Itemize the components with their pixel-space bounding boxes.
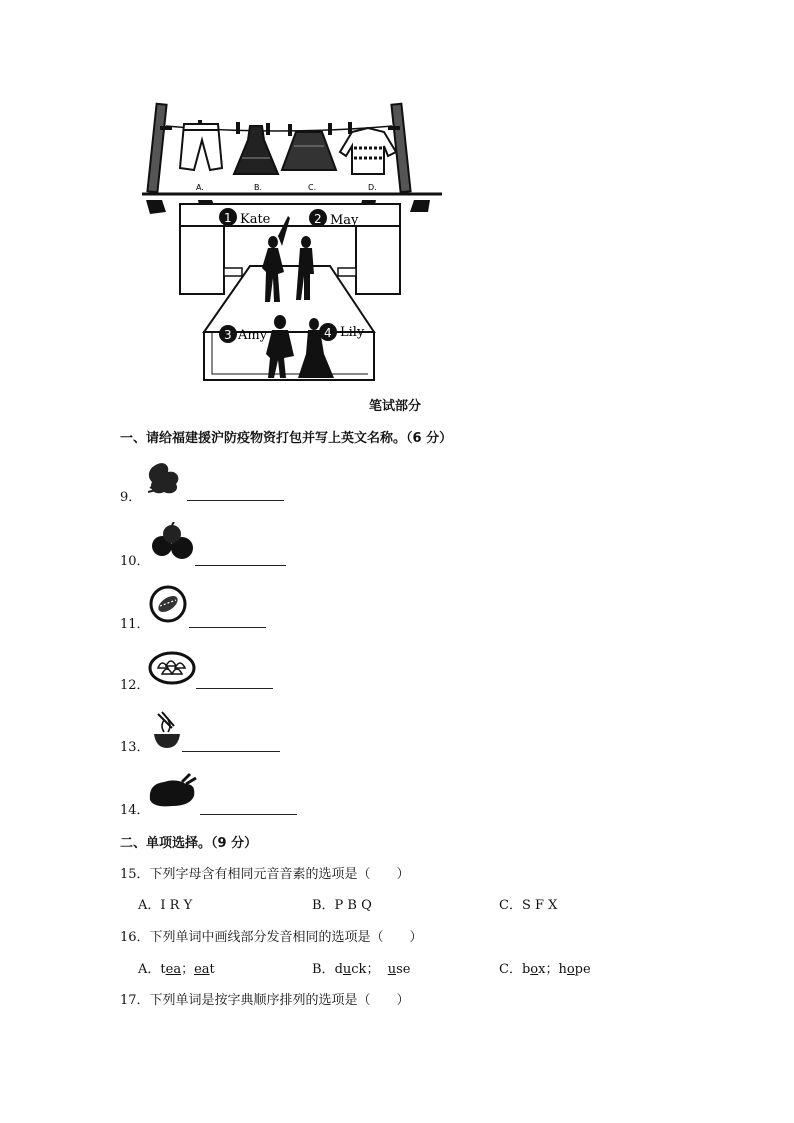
question-14-number: 14． <box>120 803 150 818</box>
label-kate: Kate <box>240 212 271 227</box>
clothes-letter-b: B. <box>254 183 263 192</box>
option-c-prefix: C． <box>499 962 522 977</box>
stage-left-block <box>180 226 224 294</box>
badge-number-2: 2 <box>314 212 322 226</box>
question-10-number: 10． <box>120 554 150 569</box>
word-tea-underlined: ea <box>165 962 182 977</box>
sweater-icon <box>340 128 396 174</box>
answer-blank-13[interactable] <box>182 750 280 752</box>
answer-blank-11[interactable] <box>189 626 266 628</box>
section2-title: 二、单项选择。（9 分） <box>120 836 258 851</box>
dumplings-icon <box>148 646 196 686</box>
word-separator: ； <box>545 962 559 977</box>
clothes-letter-c: C. <box>308 183 317 192</box>
clothes-letter-d: D. <box>368 183 377 192</box>
word-hope-pre: h <box>558 962 567 977</box>
question-16-option-b[interactable] <box>312 958 410 977</box>
word-duck-underlined: u <box>342 962 352 977</box>
word-hope-underlined: o <box>566 962 575 977</box>
question-16-stem: 16．下列单词中画线部分发音相同的选项是（ ） <box>120 930 423 945</box>
badge-number-3: 3 <box>224 328 232 342</box>
word-eat-post: t <box>209 962 215 977</box>
question-15-option-a[interactable]: A．I R Y <box>138 898 193 913</box>
word-duck-post: ck <box>351 962 367 977</box>
question-17-stem: 17．下列单词是按字典顺序排列的选项是（ ） <box>120 993 410 1008</box>
word-hope-post: pe <box>574 962 591 977</box>
section1-title: 一、请给福建援沪防疫物资打包并写上英文名称。（6 分） <box>120 431 453 446</box>
word-separator: ； <box>366 962 388 977</box>
word-box-post: x <box>538 962 546 977</box>
chicken-icon <box>146 770 200 810</box>
word-box-pre: b <box>521 962 531 977</box>
dress-icon <box>234 126 278 174</box>
word-duck-pre: d <box>334 962 343 977</box>
word-use-post: se <box>396 962 411 977</box>
question-9-number: 9． <box>120 490 142 505</box>
written-part-title: 笔试部分 <box>369 399 422 414</box>
question-15-option-c[interactable]: C．S F X <box>499 898 558 913</box>
question-15-option-b[interactable]: B．P B Q <box>312 898 372 913</box>
word-tea-pre: t <box>160 962 166 977</box>
label-amy: Amy <box>238 328 268 343</box>
word-box-underlined: o <box>530 962 539 977</box>
answer-blank-10[interactable] <box>195 564 286 566</box>
label-lily: Lily <box>340 325 365 340</box>
question-11-number: 11． <box>120 617 150 632</box>
trousers-icon <box>180 124 222 170</box>
runway-illustration <box>138 96 448 388</box>
option-b-prefix: B． <box>312 962 335 977</box>
vegetable-icon <box>144 460 186 498</box>
badge-number-1: 1 <box>224 211 232 225</box>
stage-back <box>180 204 400 226</box>
badge-number-4: 4 <box>324 326 332 340</box>
fruit-icon <box>148 522 196 562</box>
fish-plate-icon <box>148 584 188 624</box>
question-15-stem: 15．下列字母含有相同元音音素的选项是（ ） <box>120 867 410 882</box>
label-may: May <box>330 213 359 228</box>
skirt-icon <box>282 132 336 170</box>
option-a-prefix: A． <box>138 962 161 977</box>
word-separator: ； <box>181 962 195 977</box>
question-16-option-a[interactable] <box>138 958 215 977</box>
answer-blank-9[interactable] <box>187 499 284 501</box>
word-eat-underlined: ea <box>194 962 210 977</box>
answer-blank-14[interactable] <box>200 813 297 815</box>
question-13-number: 13． <box>120 740 150 755</box>
word-use-underlined: u <box>387 962 397 977</box>
question-16-option-c[interactable] <box>499 958 591 977</box>
stage-right-block <box>356 226 400 294</box>
left-pole <box>147 104 172 193</box>
clothes-letter-a: A. <box>196 183 204 192</box>
question-12-number: 12． <box>120 678 150 693</box>
noodles-icon <box>150 710 184 750</box>
answer-blank-12[interactable] <box>196 687 273 689</box>
